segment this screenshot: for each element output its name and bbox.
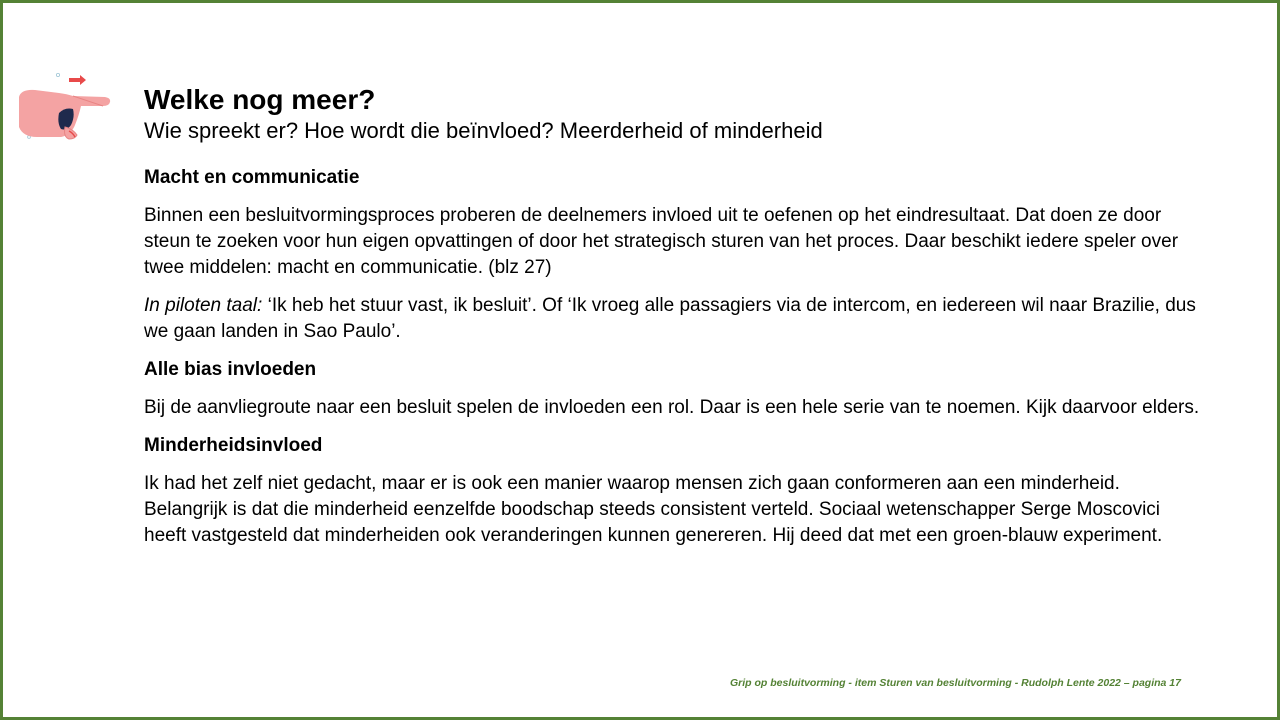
slide-content xyxy=(144,83,1204,561)
section-paragraph: Bij de aanvliegroute naar een besluit spelen de invloeden een rol. Daar is een hele serie van te noemen. Kijk daarvoor elders. xyxy=(144,397,1200,418)
pointing-hand-icon xyxy=(13,69,113,144)
section-macht xyxy=(144,165,1204,345)
section-bias xyxy=(144,357,1204,421)
italic-lead: In piloten taal: xyxy=(144,295,263,316)
section-heading: Alle bias invloeden xyxy=(144,359,317,380)
slide-footer: Grip op besluitvorming - item Sturen van besluitvorming - Rudolph Lente 2022 – pagina 17 xyxy=(730,677,1181,689)
section-paragraph: Ik had het zelf niet gedacht, maar er is ook een manier waarop mensen zich gaan conformeren aan een minderheid. Belangrijk is dat die minderheid eenzelfde boodschap steeds consistent verteld. Sociaal wetenschapper Serge Moscovici heeft vastgesteld dat minderheiden ook veranderingen kunnen genereren. Hij deed dat met een groen-blauw experiment. xyxy=(144,473,1163,546)
section-heading: Macht en communicatie xyxy=(144,167,360,188)
section-heading: Minderheidsinvloed xyxy=(144,435,323,456)
slide-title: Welke nog meer? xyxy=(144,84,376,115)
section-paragraph: Binnen een besluitvormingsproces proberen de deelnemers invloed uit te oefenen op het eindresultaat. Dat doen ze door steun te zoeken voor hun eigen opvattingen of door het strategisch sturen van het proces. Daar beschikt iedere speler over twee middelen: macht en communicatie. (blz 27) xyxy=(144,205,1179,278)
section-extra-paragraph xyxy=(144,293,1204,345)
extra-text: ‘Ik heb het stuur vast, ik besluit’. Of ‘Ik vroeg alle passagiers via de intercom, en iedereen wil naar Brazilie, dus we gaan landen in Sao Paulo’. xyxy=(144,295,1196,342)
slide-subtitle: Wie spreekt er? Hoe wordt die beïnvloed? Meerderheid of minderheid xyxy=(144,118,823,143)
section-minderheid xyxy=(144,433,1204,549)
